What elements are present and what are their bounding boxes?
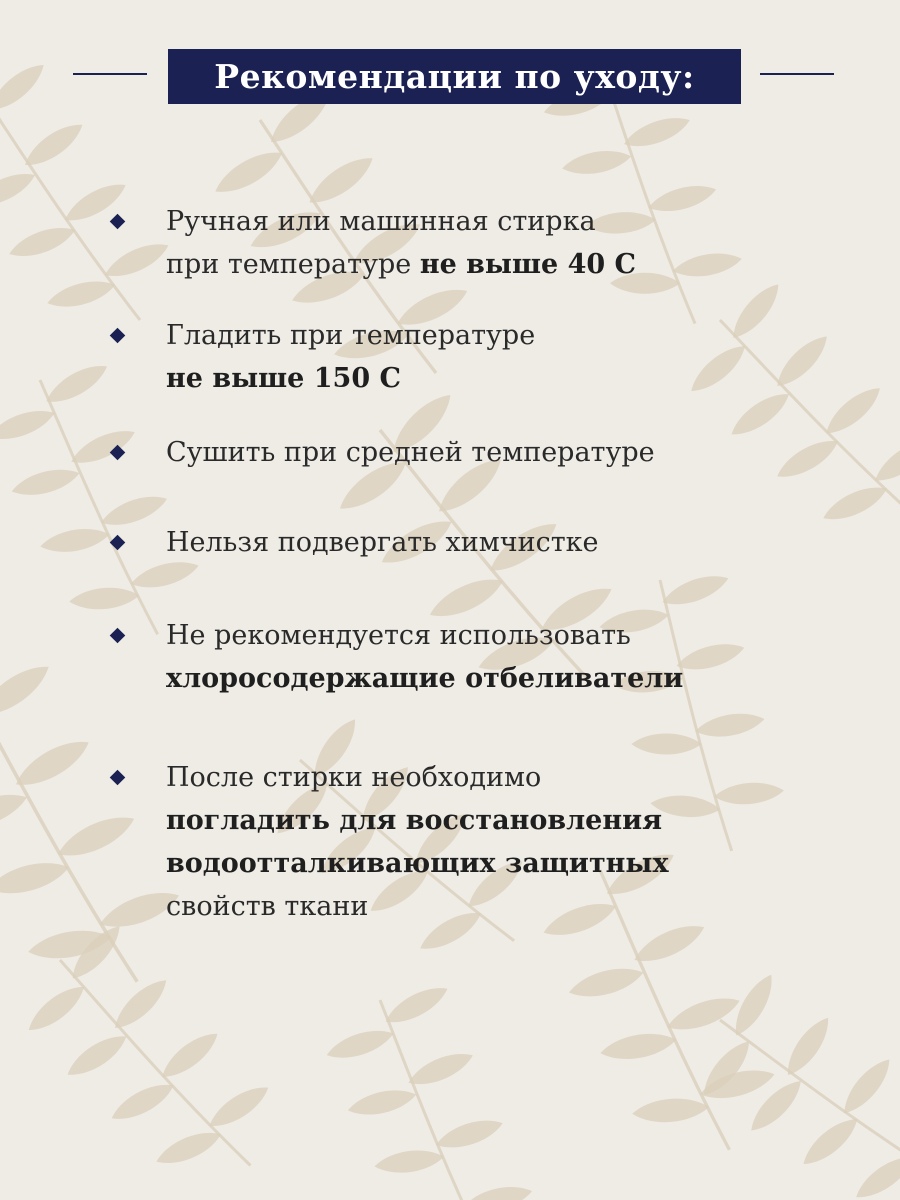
leaf-branch — [287, 958, 575, 1200]
care-item-line — [166, 799, 866, 842]
leaf-branch — [669, 254, 900, 555]
header-divider-left — [73, 73, 147, 75]
care-item-text — [166, 756, 866, 928]
care-item-line-bold: погладить для восстановления — [166, 805, 663, 836]
care-item-line — [166, 842, 866, 885]
leaf-branch — [666, 923, 900, 1200]
care-item-text — [166, 314, 866, 400]
care-item-line: Сушить при средней температуре — [166, 437, 655, 468]
care-item-line — [166, 657, 866, 700]
care-item-line-bold: хлоросодержащие отбеливатели — [166, 663, 684, 694]
care-item-line — [166, 357, 866, 400]
care-item-line-bold: водоотталкивающих защитных — [166, 848, 669, 879]
care-item-line — [166, 243, 866, 286]
care-item-text — [166, 614, 866, 700]
care-item-line: Ручная или машинная стирка — [166, 206, 596, 237]
page-title: Рекомендации по уходу: — [214, 57, 695, 96]
care-item-text — [166, 431, 866, 474]
header-banner — [168, 49, 741, 104]
header-divider-right — [760, 73, 834, 75]
care-item-line: Не рекомендуется использовать — [166, 620, 631, 651]
care-item-text — [166, 200, 866, 286]
care-item-line: свойств ткани — [166, 891, 369, 922]
care-item-line-bold: не выше 150 С — [166, 363, 402, 394]
care-item-text — [166, 521, 866, 564]
leaf-branch — [0, 57, 173, 320]
care-item-line: Нельзя подвергать химчистке — [166, 527, 599, 558]
care-item-line: Гладить при температуре — [166, 320, 536, 351]
care-item-line-bold: не выше 40 С — [419, 249, 637, 280]
care-item-line: После стирки необходимо — [166, 762, 542, 793]
care-item-line-normal: при температуре — [166, 249, 420, 280]
